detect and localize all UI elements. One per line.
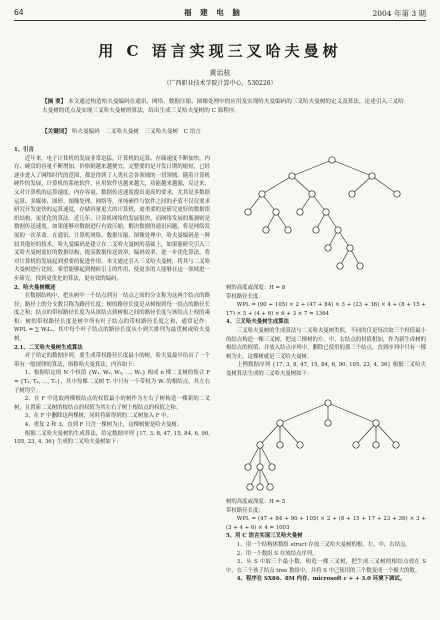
paragraph: 3、从 S 中取三个最小数，构造一棵三叉树，把生成三叉树的根结点放在 S 中，在三个孩子结点 tree 数组中，并将 S 中已使用的三个数变成一个极大的数。 bbox=[226, 559, 426, 574]
algorithm-step: 2、在 F 中选取两棵根结点的权值最小的树作为左右子树构造一棵新的二叉树，且置新二叉树的根结点的权值为其左右子树上根结点的权值之和。 bbox=[14, 396, 210, 411]
tree-nodes bbox=[245, 157, 400, 269]
article-title: 用 C 语言实现三叉哈夫曼树 bbox=[98, 42, 342, 60]
author-affiliation: （广西职业技术学院计算中心，530226） bbox=[163, 80, 277, 87]
abstract-text: 本文通过构造哈夫曼编码在通讯、网络、数据压缩、图像处理中的应用及实现哈夫曼编码的三叉哈夫曼树的定义及算法，论述引入三叉哈夫曼树的优点及实现三叉哈夫曼树的算法，给出生成三叉哈夫曼树的 C 源程序。 bbox=[42, 99, 404, 114]
wpl-formula: WPL = (90 + 105) × 2 + (47 + 84) × 3 + (23 + 36) × 4 + (8 + 15 + 17) × 5 + (4 + 6) × 6 + 3 × 7 = 1364 bbox=[226, 302, 426, 317]
issue-label: 2004 年第 3 期 bbox=[372, 9, 426, 18]
keywords-text: 哈夫曼编码 二叉哈夫曼树 三叉哈夫曼树 C 语言 bbox=[71, 129, 201, 135]
wpl-formula: WPL = (47 + 84 + 90 + 105) × 2 + (8 + 15 + 17 + 23 + 36) × 3 + (3 + 4 + 6) × 4 = 1003 bbox=[226, 516, 426, 531]
figure-caption: 带权路径长度： bbox=[226, 507, 264, 514]
algorithm-step: 1、根据给定的 N 个权值 {W₁, W₂, W₃, …, Wₙ} 构成 n 棵二叉树的集合 F = {T₁, T₂, …, Tₙ}，其中每棵二叉树 Tᵢ 中只有一个带权为 Wᵢ 的根结点，其左右子树均空。 bbox=[14, 370, 210, 394]
section-heading: 1、引言 bbox=[14, 147, 34, 153]
algorithm-step: 3、在 F 中删除这两棵树，同时将新得到的二叉树加入 F 中。 bbox=[24, 413, 172, 420]
section-heading: 2、哈夫曼树概述 bbox=[14, 284, 56, 291]
paragraph: 2、用一个数组 S 存放结点序列。 bbox=[236, 550, 318, 557]
keywords-label: 【关键词】 bbox=[42, 129, 70, 135]
running-header bbox=[14, 6, 426, 20]
right-column-top bbox=[226, 284, 426, 379]
abstract-label: 【摘 要】 bbox=[42, 99, 67, 105]
right-column-bottom bbox=[226, 498, 426, 616]
header-rule bbox=[14, 20, 426, 21]
paragraph: 对于给定的数据序列，要生成带权路径长度最小的树，哈夫曼最早给出了一个带有一般规律的算法，俗称哈夫曼算法，内容如下： bbox=[14, 353, 210, 368]
tree-nodes bbox=[245, 400, 399, 490]
paragraph: 4、程序在 SX86、8M 内存、microsoft c + + 3.0 环境下调试。 bbox=[236, 576, 406, 583]
page-number: 64 bbox=[14, 8, 24, 17]
paragraph: 近年来，电子计算机的发展非常迅猛，计算机的运算、存储速度不断加快，内存、硬盘的容量不断增加，价格则越来越便宜，完整要的是开发日期的缩短，已经逐步进入了网络时代的范围，都是得到了人类社会各领域的一切领域。随着计算机硬件的发展，计算机的系统软件、应用软件也越来越大，功能越来越强，反过来，又对计算机的运算速度、内存容量、数据传送速度提出更高的要求，尤其是多数据运算、多媒体、图形、图像处理、网络等，单纯硬件与软件之间的矛盾不仅仅要求研究开发更快的运算速度，存储容量更大的计算机，更重要的是研究更好的数据组织结构，更优化的算法。近几年，计算机网络的发展很快，而网络发展的瓶颈则是数据传送速度。如果能够对数据进行有效压缩，解决数据的通讯问题，将是网络发展的一次革命。在通讯、计算机网络、数据压缩、图像处理中，哈夫曼编码是一种较其他好的技术，哈夫曼编码是建立在二叉哈夫曼树的基础上，如果能研究引入三叉哈夫曼树更好的数据结构，提高数据传送效率，编码效率，进一步优化算法，将对计算机的发展起到重要的促进作用。本文通过引入三叉哈夫曼树，将其与二叉哈夫曼树进行比较，希望能够起到抛砖引玉的作用，使更多的人能够在这一领域进一步研究，找到更优化的算法，更有效的编码。 bbox=[14, 155, 210, 282]
paragraph: 根据二叉哈夫曼树的生成算法，给定数据序列 {17, 3, 8, 47, 15, 84, 6, 90, 105, 23, 4, 36} 生成的二叉哈夫曼树如下： bbox=[14, 430, 210, 446]
figure-caption: 树的高度或深度：H = 5 bbox=[226, 499, 286, 505]
author-name: 黄诒杭 bbox=[209, 69, 231, 77]
paragraph: 上例数据序列 {17, 3, 8, 47, 15, 84, 6, 90, 105, 23, 4, 36} 根据三叉哈夫曼树算法生成的三叉哈夫曼树如下： bbox=[226, 362, 426, 377]
figure-caption: 树的高度或深度：H = 8 bbox=[226, 285, 286, 291]
journal-name: 福 建 电 脑 bbox=[184, 8, 243, 17]
figure-caption: 带权路径长度： bbox=[226, 293, 264, 300]
section-heading: 2.1、二叉哈夫曼树生成算法 bbox=[14, 344, 83, 351]
paragraph: 三叉哈夫曼树的生成算法与二叉哈夫曼树类似，不同的仅是每次取三个权值最小的结点构造一棵三叉树，把这三棵树的左、中、右结点的权值相加，作为新生成树的根结点的权值，并放入结点序列中，删除已使用的那三个结点，直到序列中只有一棵树为止，这棵树就是三叉哈夫曼树。 bbox=[226, 327, 426, 360]
binary-huffman-tree-figure bbox=[232, 152, 422, 280]
keywords bbox=[42, 128, 406, 137]
paragraph: 1、用一个结构体数组 struct 存放三叉哈夫曼树的根、左、中、右结点。 bbox=[236, 541, 411, 548]
paragraph: 在数据结构中，把从树中一个结点到另一结点之间的分支称为这两个结点的路径；路径上的分支数目称为路径长度；树的路径长度是从树根到每一结点的路径长度之和；结点的带权路径长度为从该结点到树根之间的路径长度与该结点上权的乘积；树的带权路径长度是树中所有叶子结点的带权路径长度之和，通常记作：WPL = ∑ WᵢLᵢ，其中每个叶子结点的路径长度从小到大排列为最优树或哈夫曼树。 bbox=[14, 293, 210, 343]
abstract bbox=[42, 98, 406, 116]
ternary-huffman-tree-figure bbox=[240, 395, 416, 495]
section-heading: 5、用 C 语言实现三叉哈夫曼树 bbox=[226, 533, 303, 540]
algorithm-step: 4、重复 2 和 3，直到 F 只含一棵树为止，这棵树便是哈夫曼树。 bbox=[24, 422, 183, 428]
section-heading: 4、三叉哈夫曼树生成算法 bbox=[226, 319, 290, 326]
left-column bbox=[14, 146, 210, 614]
